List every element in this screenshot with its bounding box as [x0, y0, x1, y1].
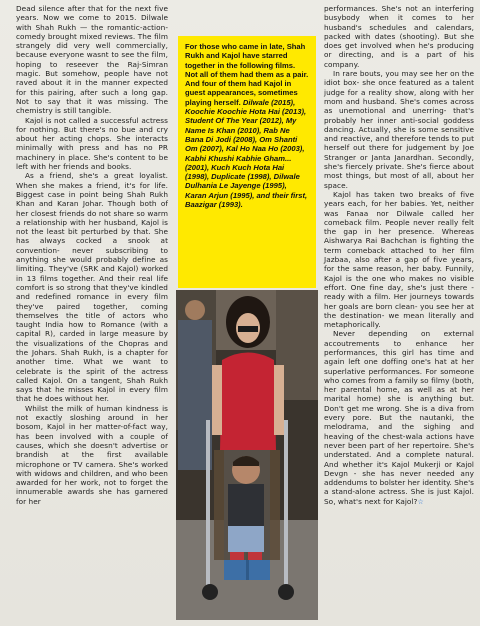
- right-paragraph: In rare bouts, you may see her on the idiot box- she once featured as a talent judge for a reality show, along with her mom and husband. She's comes across as unemotional and unerring- that's probably her inner anti-social goddess dancing. Actually, she is some sensitive and reactive, and therefore tends to put herself out there for judgement by Joe Stranger or Janta Janardhan. Secondly, she's fiercely private. She's fierce about most things, but most of all, about her space.: [324, 69, 474, 190]
- right-paragraph-last: [324, 329, 474, 507]
- right-article-column: [324, 4, 474, 507]
- left-paragraph: Kajol is not called a successful actress for nothing. But there's no bue and cry about her acting chops. She interacts minimally with press and has no PR machinery in place. She's content to be left with her friends and books.: [16, 115, 168, 172]
- right-paragraph: Kajol has taken two breaks of five years each, for her babies. Yet, neither was Fanaa nor Dilwale called her comeback film. People never really felt the gap in her presence. Whereas Aishwarya Rai Bachchan is fighting the term comeback attached to her film Jazbaa, also after a gap of five years, for the same reason, her baby. Funnily, Kajol is the one who makes no visible effort. One fine day, she's just there - ready with a film. Her journeys towards her goals are born clean- you see her at the destination- we mean literally and metaphorically.: [324, 189, 474, 330]
- right-paragraph-text: Never depending on external accoutrements to enhance her performances, this girl has time and again left one doffing one's hat at her superlative performances. For someone who comes from a family so filmy (both, her parental home, as well as at her marital home) she is anything but. Don't get me wrong. She is a diva from every pore. But the nautanki, the melodrama, and the sighing and heaving of the chest-wala actions have never been part of her repertoire. She's understated. And a complete natural. And whether it's Kajol Mukerji or Kajol Devgn - she has never needed any addendums to bolster her identity. She's a stand-alone actress. She is just Kajol. So, what's next for Kajol?: [324, 329, 474, 506]
- left-paragraph: Whilst the milk of human kindness is not exactly sloshing around in her bosom, Kajol in her matter-of-fact way, has been involved with a couple of causes, which she doesn't advertise or brandish at the first available microphone or TV camera. She's worked with widows and children, and who been awarded for her work, not to forget the innumerable awards she has garnered for her: [16, 403, 168, 506]
- filmography-list: Dilwale (2015), Koochie Koochie Hota Hai (2013), Student Of The Year (2012), My Name Is Khan (2010), Rab Ne Bana Di Jodi (2008), Om Shanti Om (2007), Kal Ho Naa Ho (2003), Kabhi Khushi Kabhie Gham... (2001), Kuch Kuch Hota Hai (1998), Duplicate (1998), Dilwale Dulhania Le Jayenge (1995), Karan Arjun (1995), and their first, Baazigar (1993).: [185, 97, 308, 210]
- photo-illustration: [176, 290, 318, 620]
- left-paragraph: Dead silence after that for the next five years. Now we come to 2015. Dilwale with Shah Rukh — the romantic-action-comedy brought mixed reviews. The film strangely did very well commercially, because everyone wasnt to see the film, hoping to reseever the Raj-Simran magic. But somehow, people have not raved about it in the manner expected for this pairing, after such a long gap. Not to say that it was missing. The chemistry is still tangible.: [16, 4, 168, 116]
- left-article-column: [16, 4, 168, 506]
- right-paragraph: performances. She's not an interfering busybody when it comes to her husband's schedules and calendars, packed with dates (shooting). But she does get involved when he's producing or directing, and is a part of his company.: [324, 4, 474, 69]
- filmography-intro: For those who came in late, Shah Rukh and Kajol have starred together in the following films. Not all of them had them as a pair. And four of them had Kajol in guest appearances, sometimes playing herself.: [185, 42, 309, 107]
- left-paragraph: As a friend, she's a great loyalist. When she makes a friend, it's for life. Biggest case in point being Shah Rukh Khan and Karan Johar. Though both of her closest friends do not share so warm a relationship with her husband, Kajol is not the least bit perturbed by that. She has always cocked a snook at convention- never subscribing to anything she would probably define as limiting. They've (SRK and Kajol) worked in 13 films together. And their real life comfort is so strong that they've kindled and redefined romance in every film they've paired together, coming themselves the title of actors who taught India how to Romance (with a capital R), carded in large measure by the visualizations of the Chopras and the Johars. Shah Rukh, is a chapter for another time. What we want to celebrate is the spirit of the actress called Kajol. On a tangent, Shah Rukh says that he misses Kajol in every film that he does without her.: [16, 171, 168, 404]
- photo-kajol-with-child: [176, 290, 318, 620]
- end-mark-icon: ☆: [417, 497, 424, 506]
- filmography-box: [178, 36, 316, 288]
